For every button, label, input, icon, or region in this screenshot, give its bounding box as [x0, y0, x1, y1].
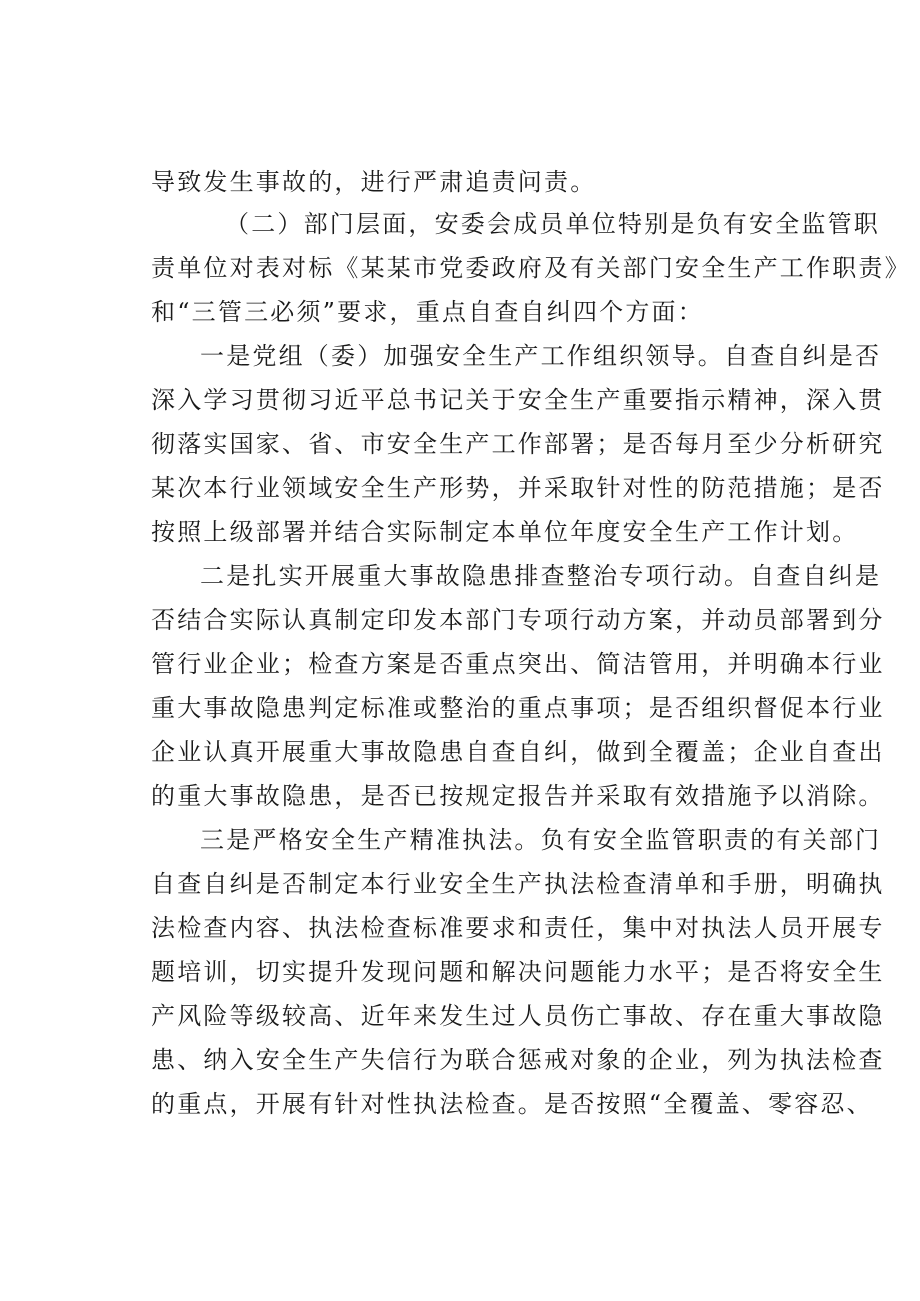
paragraph-line: 深入学习贯彻习近平总书记关于安全生产重要指示精神，深入贯: [151, 386, 885, 414]
paragraph-line: 患、纳入安全生产失信行为联合惩戒对象的企业，列为执法检查: [151, 1046, 885, 1074]
paragraph-line: 三是严格安全生产精准执法。负有安全监管职责的有关部门: [200, 826, 882, 854]
paragraph-line: 和“三管三必须”要求，重点自查自纠四个方面：: [151, 298, 704, 326]
paragraph-line: 按照上级部署并结合实际制定本单位年度安全生产工作计划。: [151, 518, 859, 546]
paragraph-line: 企业认真开展重大事故隐患自查自纠，做到全覆盖；企业自查出: [151, 738, 885, 766]
paragraph-line: 某次本行业领域安全生产形势，并采取针对性的防范措施；是否: [151, 474, 885, 502]
paragraph-line: 的重点，开展有针对性执法检查。是否按照“全覆盖、零容忍、: [151, 1090, 873, 1118]
section-heading-line: （二）部门层面，安委会成员单位特别是负有安全监管职: [225, 210, 880, 238]
paragraph-line: 责单位对表对标《某某市党委政府及有关部门安全生产工作职责》: [151, 254, 911, 282]
paragraph-line: 否结合实际认真制定印发本部门专项行动方案，并动员部署到分: [151, 606, 885, 634]
paragraph-line: 的重大事故隐患，是否已按规定报告并采取有效措施予以消除。: [151, 782, 885, 810]
paragraph-line: 产风险等级较高、近年来发生过人员伤亡事故、存在重大事故隐: [151, 1002, 885, 1030]
paragraph-line: 重大事故隐患判定标准或整治的重点事项；是否组织督促本行业: [151, 694, 885, 722]
paragraph-line: 题培训，切实提升发现问题和解决问题能力水平；是否将安全生: [151, 958, 885, 986]
paragraph-line: 彻落实国家、省、市安全生产工作部署；是否每月至少分析研究: [151, 430, 885, 458]
paragraph-line: 自查自纠是否制定本行业安全生产执法检查清单和手册，明确执: [151, 870, 885, 898]
paragraph-line: 一是党组（委）加强安全生产工作组织领导。自查自纠是否: [200, 342, 882, 370]
paragraph-line: 管行业企业；检查方案是否重点突出、简洁管用，并明确本行业: [151, 650, 885, 678]
paragraph-line: 法检查内容、执法检查标准要求和责任，集中对执法人员开展专: [151, 914, 885, 942]
paragraph-line: 二是扎实开展重大事故隐患排查整治专项行动。自查自纠是: [200, 562, 882, 590]
paragraph-line: 导致发生事故的，进行严肃追责问责。: [151, 168, 597, 196]
